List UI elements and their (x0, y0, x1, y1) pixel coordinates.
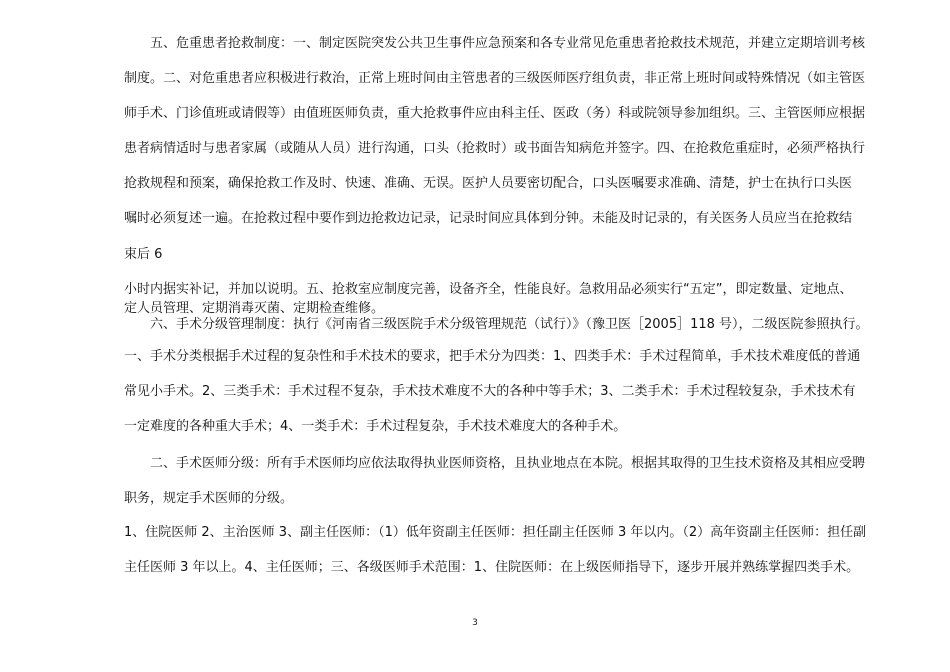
text-line: 制度。二、对危重患者应积极进行救治，正常上班时间由主管患者的三级医师医疗组负责，非正常上班时间或特殊情况（如主管医 (124, 71, 866, 86)
text-line: 师手术、门诊值班或请假等）由值班医师负责，重大抢救事件应由科主任、医政（务）科或院领导参加组织。三、主管医师应根据 (124, 106, 866, 121)
text-line: 抢救规程和预案，确保抢救工作及时、快速、准确、无误。医护人员要密切配合，口头医嘱要求准确、清楚，护士在执行口头医 (124, 176, 853, 191)
text-line: 束后 6 (124, 247, 163, 262)
text-line: 一定难度的各种重大手术；4、一类手术：手术过程复杂，手术技术难度大的各种手术。 (124, 419, 627, 434)
paragraph-continuation (124, 246, 894, 281)
paragraph-emergency-rescue-system (124, 35, 894, 245)
text-line: 常见小手术。2、三类手术：手术过程不复杂，手术技术难度不大的各种中等手术；3、二类手术：手术过程较复杂，手术技术有 (124, 384, 856, 399)
text-line: 一、手术分类根据手术过程的复杂性和手术技术的要求，把手术分为四类：1、四类手术：手术过程简单，手术技术难度低的普通 (124, 349, 861, 364)
text-line: 二、手术医师分级：所有手术医师均应依法取得执业医师资格，且执业地点在本院。根据其取得的卫生技术资格及其相应受聘 (124, 456, 866, 471)
paragraph-rescue-room (124, 281, 894, 319)
page-number: 3 (472, 618, 478, 628)
text-line: 患者病情适时与患者家属（或随从人员）进行沟通，口头（抢救时）或书面告知病危并签字。四、在抢救危重症时，必须严格执行 (124, 141, 866, 156)
text-line: 五、危重患者抢救制度：一、制定医院突发公共卫生事件应急预案和各专业常见危重患者抢救技术规范，并建立定期培训考核 (124, 36, 866, 51)
text-line: 1、住院医师 2、主治医师 3、副主任医师：（1）低年资副主任医师：担任副主任医师 3 年以内。（2）高年资副主任医师：担任副 (124, 525, 867, 540)
paragraph-surgeon-grading (124, 455, 894, 525)
text-line: 定人员管理、定期消毒灭菌、定期检查维修。 (124, 301, 385, 316)
text-line: 六、手术分级管理制度：执行《河南省三级医院手术分级管理规范（试行）》（豫卫医［2005］118 号），二级医院参照执行。 (124, 317, 869, 332)
text-line: 职务，规定手术医师的分级。 (124, 491, 294, 506)
text-line: 小时内据实补记，并加以说明。五、抢救室应制度完善，设备齐全，性能良好。急救用品必须实行“五定”，即定数量、定地点、 (124, 282, 853, 297)
paragraph-surgery-grading-system (124, 316, 894, 334)
paragraph-surgery-classification (124, 348, 894, 453)
text-line: 嘱时必须复述一遍。在抢救过程中要作到边抢救边记录，记录时间应具体到分钟。未能及时记录的，有关医务人员应当在抢救结 (124, 211, 853, 226)
text-line: 主任医师 3 年以上。4、主任医师；三、各级医师手术范围：1、住院医师：在上级医师指导下，逐步开展并熟练掌握四类手术。 (124, 560, 860, 575)
paragraph-physician-levels (124, 524, 894, 594)
